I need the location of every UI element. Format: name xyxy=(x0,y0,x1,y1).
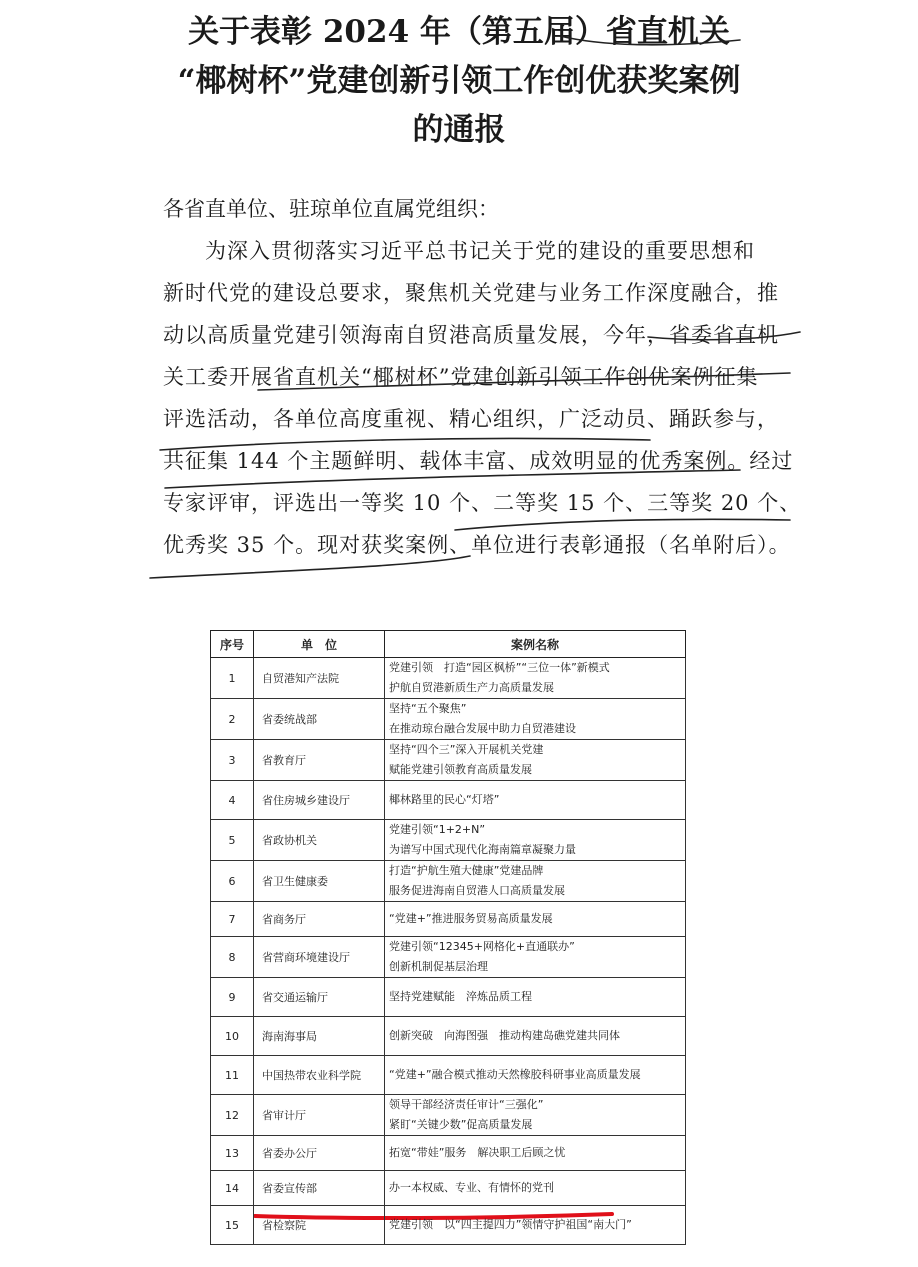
case-line: 护航自贸港新质生产力高质量发展 xyxy=(389,681,554,694)
case-line: 服务促进海南自贸港人口高质量发展 xyxy=(389,884,565,897)
salutation: 各省直单位、驻琼单位直属党组织： xyxy=(163,197,499,221)
row-no: 12 xyxy=(211,1095,254,1136)
case-line: 党建引领“1+2+N” xyxy=(389,823,486,836)
case-line: 为谱写中国式现代化海南篇章凝聚力量 xyxy=(389,843,576,856)
row-unit: 自贸港知产法院 xyxy=(254,658,385,699)
row-unit: 省教育厅 xyxy=(254,740,385,781)
body-line: 为深入贯彻落实习近平总书记关于党的建设的重要思想和 xyxy=(205,239,755,263)
award-list-table xyxy=(210,630,686,1245)
case-line: 创新机制促基层治理 xyxy=(389,960,488,973)
title-line-1: 关于表彰 2024 年（第五届）省直机关 xyxy=(188,14,730,50)
table-row xyxy=(211,937,686,978)
row-case xyxy=(385,699,686,740)
case-line: 坚持“五个聚焦” xyxy=(389,702,467,715)
case-line: 坚持党建赋能 淬炼品质工程 xyxy=(389,990,532,1003)
case-line: “党建+”推进服务贸易高质量发展 xyxy=(389,912,553,925)
case-line: 在推动琼台融合发展中助力自贸港建设 xyxy=(389,722,576,735)
row-case xyxy=(385,740,686,781)
row-unit: 省委办公厅 xyxy=(254,1136,385,1171)
row-unit: 省委宣传部 xyxy=(254,1171,385,1206)
row-unit: 海南海事局 xyxy=(254,1017,385,1056)
table-row xyxy=(211,861,686,902)
table-row xyxy=(211,820,686,861)
row-case xyxy=(385,1017,686,1056)
case-line: 紧盯“关键少数”促高质量发展 xyxy=(389,1118,533,1131)
row-case xyxy=(385,1206,686,1245)
body-line: 评选活动，各单位高度重视、精心组织，广泛动员、踊跃参与， xyxy=(163,407,779,431)
case-line: 椰林路里的民心“灯塔” xyxy=(389,793,500,806)
row-unit: 中国热带农业科学院 xyxy=(254,1056,385,1095)
table-header-row xyxy=(211,631,686,658)
table-row xyxy=(211,902,686,937)
row-no: 6 xyxy=(211,861,254,902)
row-unit: 省政协机关 xyxy=(254,820,385,861)
title-line-2: “椰树杯”党建创新引领工作创优获奖案例 xyxy=(177,63,741,99)
row-case xyxy=(385,902,686,937)
row-no: 9 xyxy=(211,978,254,1017)
notice-title xyxy=(0,8,918,155)
row-case xyxy=(385,1171,686,1206)
case-line: 党建引领 打造“园区枫桥”“三位一体”新模式 xyxy=(389,661,610,674)
body-line: 专家评审，评选出一等奖 10 个、二等奖 15 个、三等奖 20 个、 xyxy=(163,491,802,515)
row-unit: 省卫生健康委 xyxy=(254,861,385,902)
row-no: 13 xyxy=(211,1136,254,1171)
case-line: 赋能党建引领教育高质量发展 xyxy=(389,763,532,776)
row-unit: 省检察院 xyxy=(254,1206,385,1245)
row-unit: 省住房城乡建设厅 xyxy=(254,781,385,820)
row-no: 8 xyxy=(211,937,254,978)
table-row xyxy=(211,699,686,740)
row-case xyxy=(385,978,686,1017)
header-no: 序号 xyxy=(211,631,254,658)
case-line: 党建引领“12345+网格化+直通联办” xyxy=(389,940,575,953)
title-line-3: 的通报 xyxy=(412,112,506,148)
body-line: 新时代党的建设总要求，聚焦机关党建与业务工作深度融合，推 xyxy=(163,281,779,305)
table-row xyxy=(211,781,686,820)
row-no: 11 xyxy=(211,1056,254,1095)
table-row xyxy=(211,1056,686,1095)
row-no: 10 xyxy=(211,1017,254,1056)
table-row xyxy=(211,658,686,699)
case-line: “党建+”融合模式推动天然橡胶科研事业高质量发展 xyxy=(389,1068,641,1081)
row-unit: 省交通运输厅 xyxy=(254,978,385,1017)
row-unit: 省营商环境建设厅 xyxy=(254,937,385,978)
row-case xyxy=(385,1136,686,1171)
body-line: 关工委开展省直机关“椰树杯”党建创新引领工作创优案例征集 xyxy=(163,365,759,389)
body-line: 优秀奖 35 个。现对获奖案例、单位进行表彰通报（名单附后）。 xyxy=(163,533,791,557)
row-no: 5 xyxy=(211,820,254,861)
row-no: 15 xyxy=(211,1206,254,1245)
case-line: 办一本权威、专业、有情怀的党刊 xyxy=(389,1181,554,1194)
table-row xyxy=(211,1095,686,1136)
table-row xyxy=(211,740,686,781)
case-line: 领导干部经济责任审计“三强化” xyxy=(389,1098,544,1111)
row-case xyxy=(385,937,686,978)
table-row xyxy=(211,1171,686,1206)
row-no: 3 xyxy=(211,740,254,781)
table-row xyxy=(211,1136,686,1171)
table-row xyxy=(211,1206,686,1245)
row-no: 2 xyxy=(211,699,254,740)
row-unit: 省商务厅 xyxy=(254,902,385,937)
row-case xyxy=(385,658,686,699)
row-no: 1 xyxy=(211,658,254,699)
header-unit: 单 位 xyxy=(254,631,385,658)
table-row xyxy=(211,978,686,1017)
table-row xyxy=(211,1017,686,1056)
case-line: 打造“护航生殖大健康”党建品牌 xyxy=(389,864,544,877)
row-unit: 省委统战部 xyxy=(254,699,385,740)
row-case xyxy=(385,1056,686,1095)
case-line: 坚持“四个三”深入开展机关党建 xyxy=(389,743,544,756)
case-line: 党建引领 以“四主提四力”领情守护祖国“南大门” xyxy=(389,1218,632,1231)
row-unit: 省审计厅 xyxy=(254,1095,385,1136)
header-case: 案例名称 xyxy=(385,631,686,658)
body-paragraph xyxy=(163,232,801,568)
row-case xyxy=(385,1095,686,1136)
case-line: 创新突破 向海图强 推动构建岛礁党建共同体 xyxy=(389,1029,620,1042)
body-line: 共征集 144 个主题鲜明、载体丰富、成效明显的优秀案例。经过 xyxy=(163,449,794,473)
row-no: 14 xyxy=(211,1171,254,1206)
row-case xyxy=(385,781,686,820)
body-line: 动以高质量党建引领海南自贸港高质量发展，今年，省委省直机 xyxy=(163,323,779,347)
row-no: 4 xyxy=(211,781,254,820)
row-no: 7 xyxy=(211,902,254,937)
row-case xyxy=(385,820,686,861)
case-line: 拓宽“带娃”服务 解决职工后顾之忧 xyxy=(389,1146,566,1159)
row-case xyxy=(385,861,686,902)
